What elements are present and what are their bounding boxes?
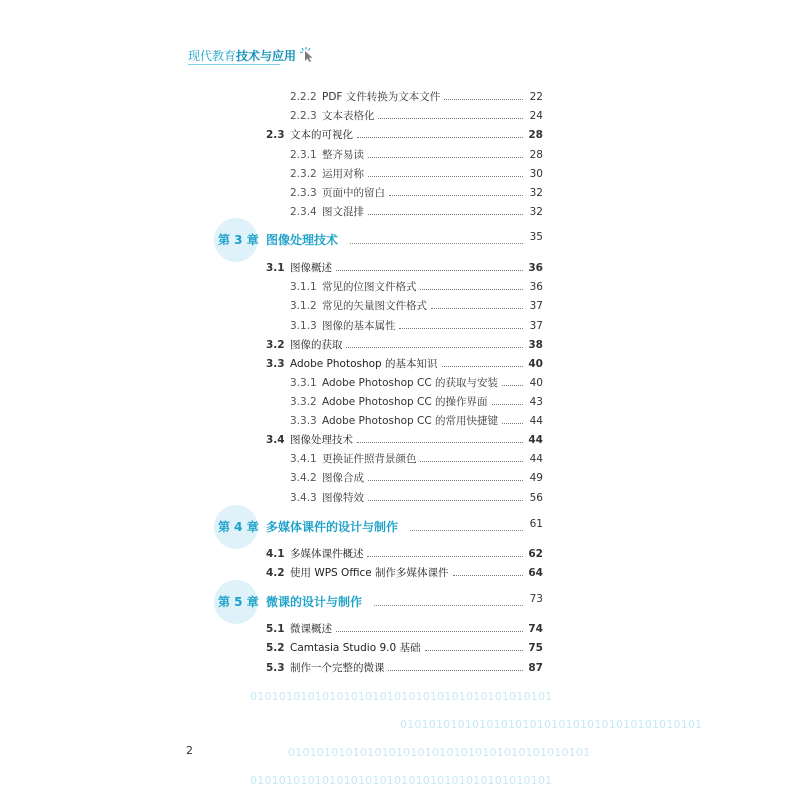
entry-title: 图像合成 [322,472,364,484]
entry-number: 4.2 [266,567,285,579]
entry-number: 3.3.3 [290,415,317,427]
entry-title: 图像处理技术 [290,434,353,446]
dot-leader [367,555,523,557]
section-entry [0,659,800,678]
entry-number: 5.1 [266,623,285,635]
dot-leader [502,422,523,424]
entry-number: 2.3.2 [290,168,317,180]
chapter-title: 多媒体课件的设计与制作 [266,520,399,534]
dot-leader [368,175,523,177]
dot-leader [442,365,523,367]
entry-page-number: 87 [528,662,543,674]
chapter-number: 第 3 章 [218,233,259,247]
entry-page-number: 74 [528,623,543,635]
entry-title: 文本表格化 [322,110,375,122]
entry-number: 4.1 [266,548,285,560]
entry-number: 2.2.2 [290,91,317,103]
dot-leader [399,327,523,329]
entry-title: Adobe Photoshop CC 的操作界面 [322,396,488,408]
subsection-entry [0,278,800,297]
entry-page-number: 44 [529,453,543,465]
cursor-click-icon [299,47,315,63]
dot-leader [336,630,523,632]
entry-page-number: 56 [529,492,543,504]
entry-number: 2.3.4 [290,206,317,218]
chapter-entry [0,505,800,549]
entry-page-number: 30 [529,168,543,180]
dot-leader [346,346,523,348]
dot-leader [336,269,523,271]
entry-number: 2.3.1 [290,149,317,161]
entry-title: 常见的位图文件格式 [322,281,417,293]
chapter-number: 第 5 章 [218,595,259,609]
entry-number: 3.3.1 [290,377,317,389]
entry-title: Adobe Photoshop 的基本知识 [290,358,438,370]
dot-leader [431,307,523,309]
section-entry [0,620,800,639]
entry-number: 3.4 [266,434,285,446]
subsection-entry [0,165,800,184]
dot-leader [420,288,523,290]
section-entry [0,336,800,355]
dot-leader [368,213,523,215]
entry-page-number: 24 [529,110,543,122]
entry-title: 多媒体课件概述 [290,548,364,560]
entry-title: 微课概述 [290,623,332,635]
entry-title: 图像的基本属性 [322,320,396,332]
subsection-entry [0,450,800,469]
section-entry [0,355,800,374]
entry-title: 使用 WPS Office 制作多媒体课件 [290,567,449,579]
entry-title: 制作一个完整的微课 [290,662,385,674]
subsection-entry [0,184,800,203]
binary-decoration-line: 010101010101010101010101010101010101010101 [400,718,703,731]
entry-title: 更换证件照背景颜色 [322,453,417,465]
chapter-title: 微课的设计与制作 [266,595,363,609]
entry-title: Adobe Photoshop CC 的获取与安装 [322,377,499,389]
subsection-entry [0,317,800,336]
entry-number: 3.4.1 [290,453,317,465]
entry-number: 5.2 [266,642,285,654]
entry-number: 3.1.2 [290,300,317,312]
section-entry [0,431,800,450]
entry-number: 3.1.3 [290,320,317,332]
entry-page-number: 36 [528,262,543,274]
chapter-entry [0,580,800,624]
dot-leader [350,242,523,244]
section-entry [0,126,800,145]
dot-leader [357,441,523,443]
dot-leader [492,403,523,405]
dot-leader [453,574,523,576]
binary-decoration-line: 010101010101010101010101010101010101010101 [250,690,553,703]
chapter-entry [0,218,800,262]
entry-page-number: 22 [529,91,543,103]
dot-leader [378,117,523,119]
entry-page-number: 37 [529,300,543,312]
running-header [188,46,315,64]
chapter-number: 第 4 章 [218,520,259,534]
dot-leader [410,529,523,531]
dot-leader [368,479,523,481]
subsection-entry [0,297,800,316]
dot-leader [368,499,523,501]
dot-leader [420,460,523,462]
entry-title: 文本的可视化 [290,129,353,141]
binary-decoration-line: 010101010101010101010101010101010101010101 [250,774,553,787]
section-entry [0,639,800,658]
section-entry [0,545,800,564]
entry-title: 常见的矢量图文件格式 [322,300,427,312]
subsection-entry [0,412,800,431]
entry-title: 运用对称 [322,168,364,180]
dot-leader [368,156,523,158]
entry-number: 3.4.3 [290,492,317,504]
dot-leader [357,136,523,138]
entry-page-number: 28 [528,129,543,141]
entry-page-number: 44 [528,434,543,446]
entry-number: 3.4.2 [290,472,317,484]
page-number: 2 [186,744,193,757]
header-title-part1: 现代教育 [188,48,237,63]
entry-number: 3.2 [266,339,285,351]
entry-page-number: 75 [528,642,543,654]
entry-number: 2.3 [266,129,285,141]
subsection-entry [0,88,800,107]
entry-number: 3.1 [266,262,285,274]
subsection-entry [0,107,800,126]
header-title-part2: 技术与应用 [236,48,297,63]
section-entry [0,259,800,278]
entry-number: 3.3 [266,358,285,370]
chapter-page-number: 73 [529,593,543,605]
entry-title: 整齐易读 [322,149,364,161]
subsection-entry [0,374,800,393]
chapter-title: 图像处理技术 [266,233,339,247]
entry-page-number: 28 [529,149,543,161]
entry-page-number: 40 [528,358,543,370]
entry-title: 图像的获取 [290,339,343,351]
entry-title: PDF 文件转换为文本文件 [322,91,441,103]
entry-page-number: 36 [529,281,543,293]
dot-leader [502,384,523,386]
binary-decoration-line: 010101010101010101010101010101010101010101 [288,746,591,759]
dot-leader [425,649,523,651]
entry-title: Adobe Photoshop CC 的常用快捷键 [322,415,499,427]
subsection-entry [0,469,800,488]
dot-leader [374,604,523,606]
entry-page-number: 62 [528,548,543,560]
entry-page-number: 44 [529,415,543,427]
entry-number: 5.3 [266,662,285,674]
entry-title: 图像特效 [322,492,364,504]
chapter-page-number: 35 [529,231,543,243]
entry-number: 3.3.2 [290,396,317,408]
entry-title: Camtasia Studio 9.0 基础 [290,642,421,654]
entry-page-number: 32 [529,206,543,218]
dot-leader [388,669,523,671]
subsection-entry [0,393,800,412]
subsection-entry [0,146,800,165]
entry-page-number: 32 [529,187,543,199]
entry-title: 页面中的留白 [322,187,385,199]
entry-number: 2.2.3 [290,110,317,122]
entry-page-number: 38 [528,339,543,351]
entry-page-number: 43 [529,396,543,408]
entry-title: 图文混排 [322,206,364,218]
entry-page-number: 40 [529,377,543,389]
dot-leader [444,98,523,100]
chapter-page-number: 61 [529,518,543,530]
entry-page-number: 64 [528,567,543,579]
header-underline [188,64,280,65]
entry-page-number: 37 [529,320,543,332]
entry-page-number: 49 [529,472,543,484]
dot-leader [389,194,523,196]
entry-title: 图像概述 [290,262,332,274]
entry-number: 3.1.1 [290,281,317,293]
entry-number: 2.3.3 [290,187,317,199]
